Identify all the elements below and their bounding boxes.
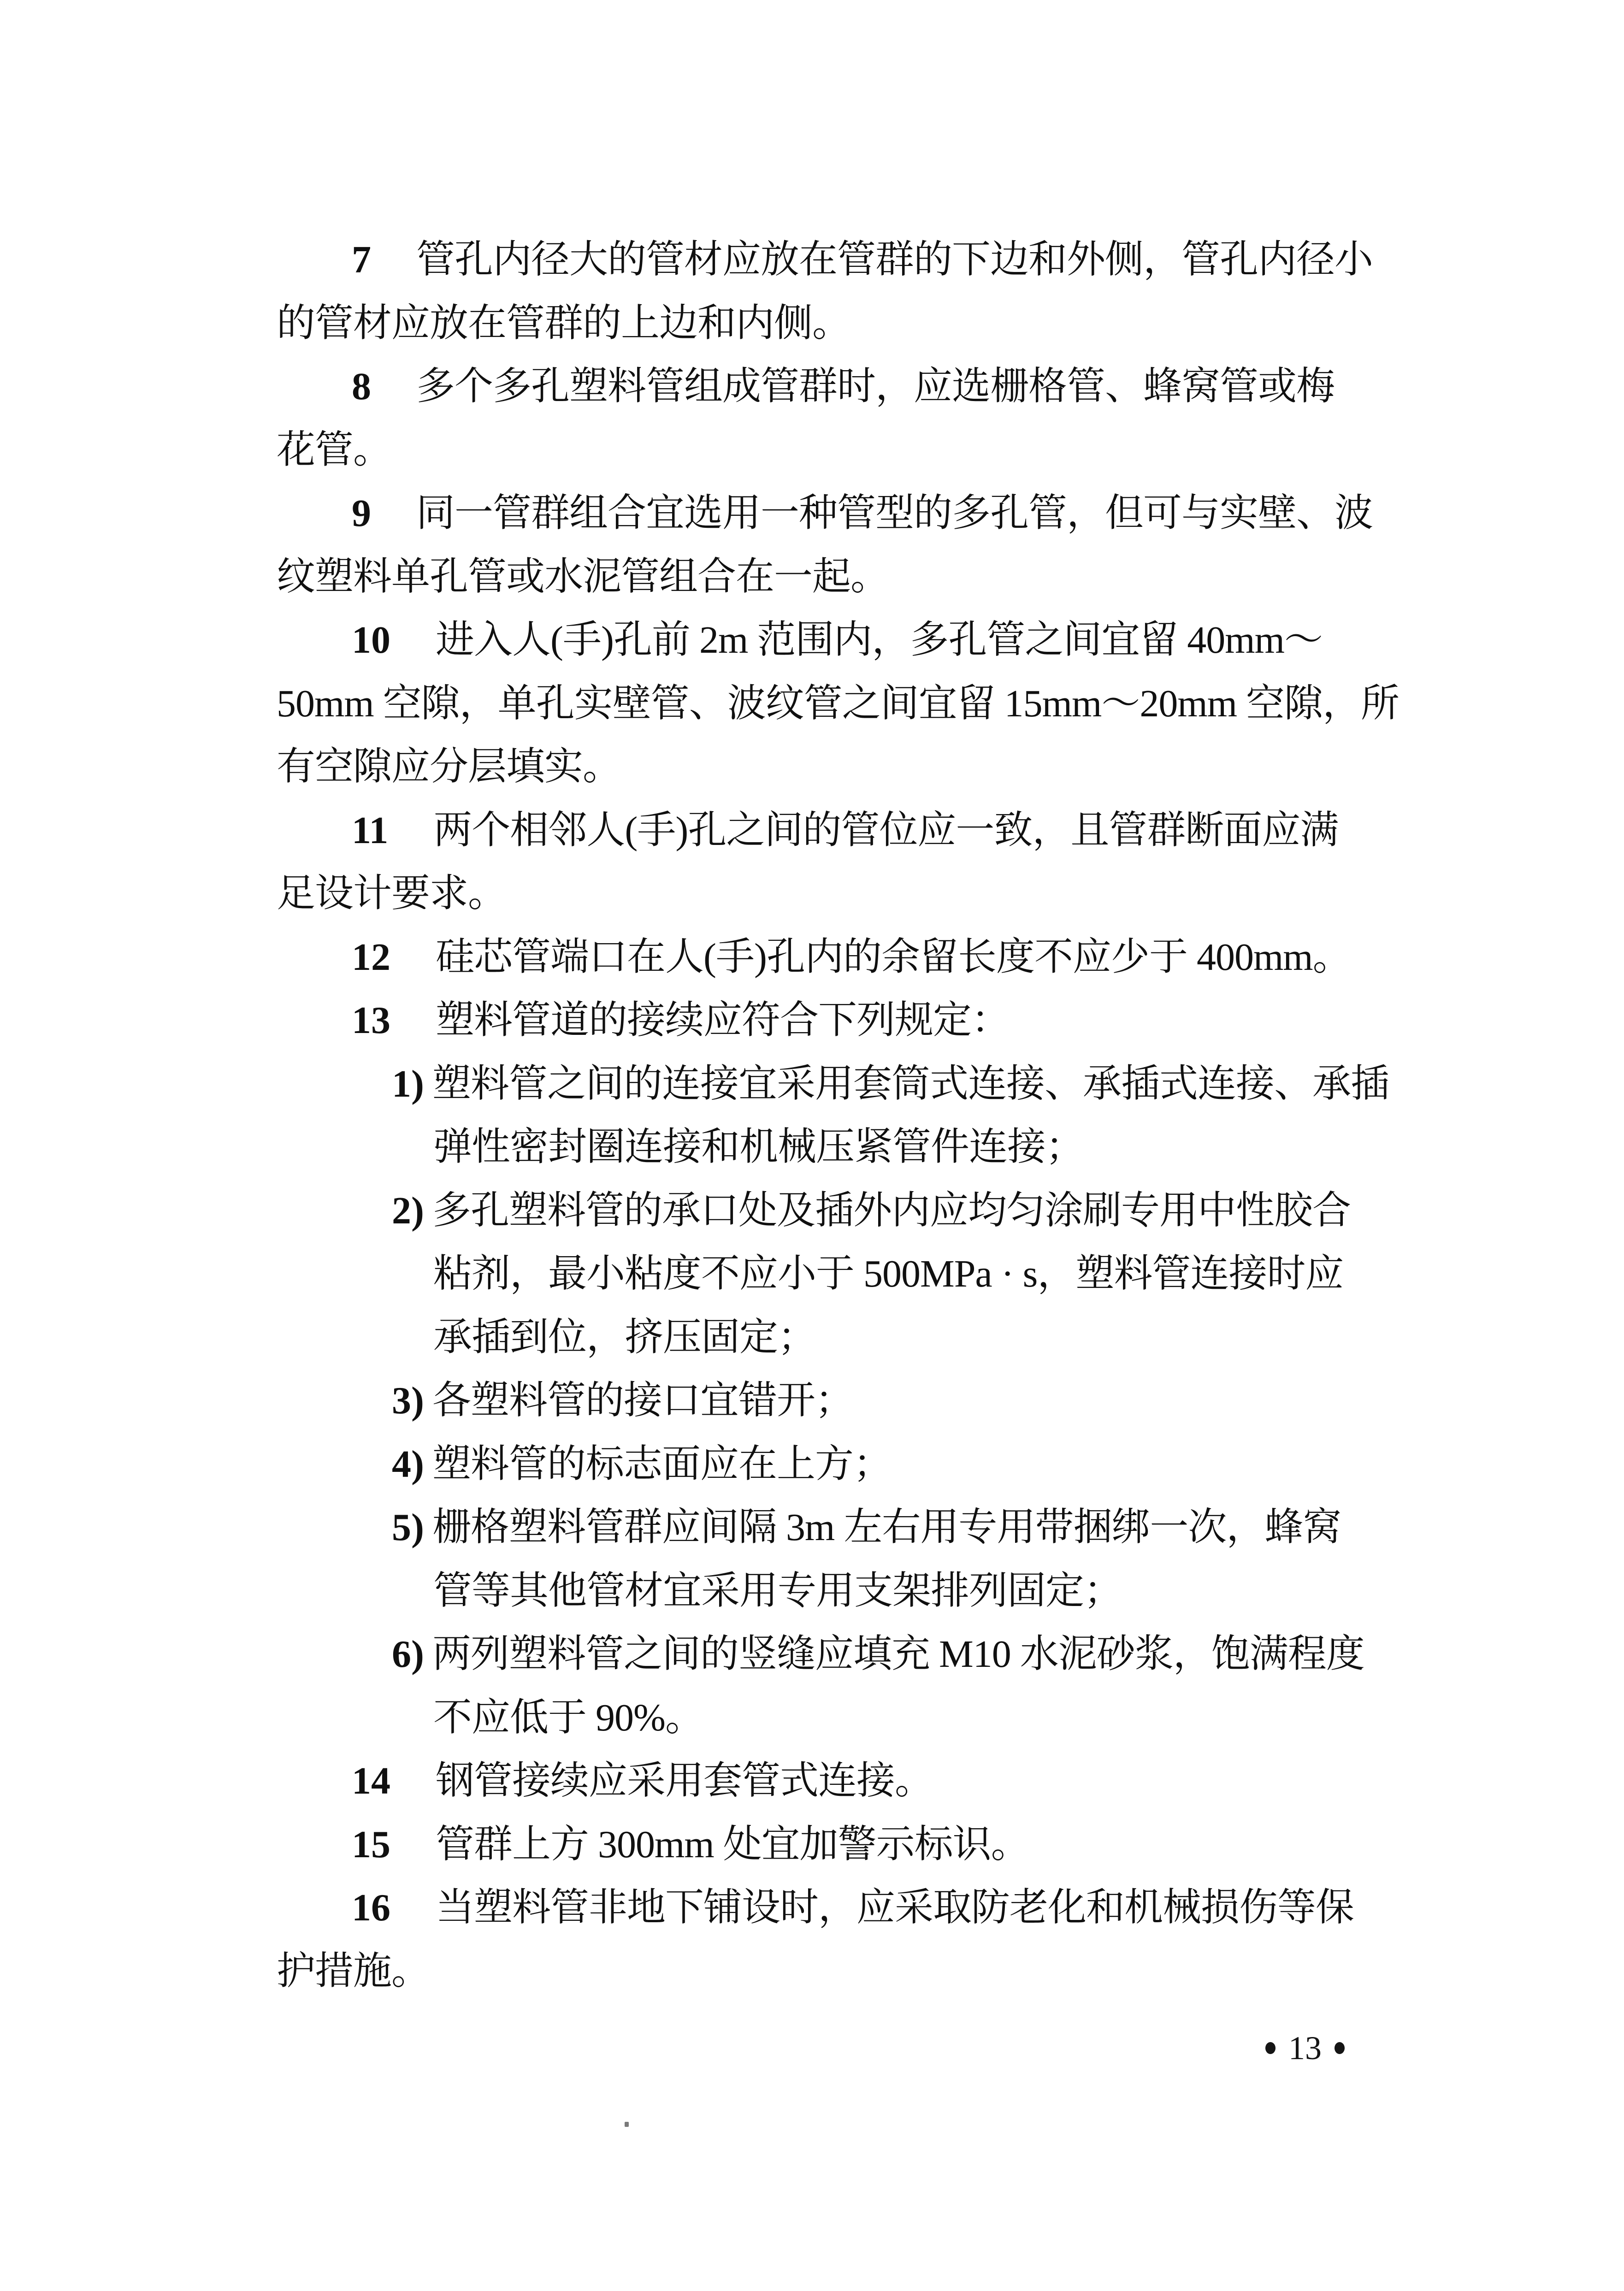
text-line [277, 862, 1457, 926]
text-line-content: 同一管群组合宜选用一种管型的多孔管，但可与实壁、波 [416, 492, 1373, 535]
page-number-right-dot-icon [1335, 2042, 1345, 2054]
subitem-number: 3) [392, 1379, 424, 1422]
item-number: 16 [352, 1886, 390, 1929]
text-line [277, 1876, 1457, 1940]
text-line [392, 1433, 1457, 1496]
text-line-content: 承插到位，挤压固定； [433, 1316, 816, 1359]
text-line-content: 进入人(手)孔前 2m 范围内，多孔管之间宜留 40mm～ [436, 619, 1323, 661]
text-line-content: 弹性密封圈连接和机械压紧管件连接； [433, 1126, 1084, 1169]
item-number: 12 [352, 935, 390, 979]
text-line [392, 1369, 1457, 1433]
item-number: 8 [352, 365, 371, 408]
item-number: 7 [352, 238, 371, 281]
text-line-content: 两列塑料管之间的竖缝应填充 M10 水泥砂浆，饱满程度 [432, 1633, 1364, 1676]
subitem-number: 2) [392, 1189, 424, 1232]
text-line [433, 1559, 1457, 1623]
item-number: 10 [352, 619, 390, 661]
text-line-content: 钢管接续应采用套管式连接。 [436, 1760, 933, 1802]
page-body [277, 228, 1457, 2003]
text-line-content: 管孔内径大的管材应放在管群的下边和外侧，管孔内径小 [416, 238, 1373, 281]
text-line-content: 50mm 空隙，单孔实壁管、波纹管之间宜留 15mm～20mm 空隙，所 [277, 682, 1400, 725]
item-number: 14 [352, 1760, 390, 1802]
text-line-content: 多孔塑料管的承口处及插外内应均匀涂刷专用中性胶合 [432, 1189, 1351, 1232]
text-line [277, 1813, 1457, 1877]
item-number: 9 [352, 492, 371, 535]
item-number: 13 [352, 999, 390, 1042]
text-line [277, 672, 1457, 736]
text-line [277, 989, 1457, 1052]
text-line [277, 1749, 1457, 1813]
scan-speck [625, 2122, 629, 2127]
text-line [277, 355, 1457, 419]
text-line-content: 栅格塑料管群应间隔 3m 左右用专用带捆绑一次，蜂窝 [432, 1506, 1341, 1549]
text-line-content: 管等其他管材宜采用专用支架排列固定； [433, 1569, 1122, 1612]
subitem-number: 5) [392, 1506, 424, 1549]
text-line-content: 有空隙应分层填实。 [277, 745, 621, 788]
text-line [277, 1940, 1457, 2003]
subitem-number: 4) [392, 1442, 424, 1486]
text-line-content: 足设计要求。 [277, 872, 507, 915]
page-number-left-dot-icon [1265, 2042, 1276, 2054]
text-line [277, 292, 1457, 355]
text-line-content: 各塑料管的接口宜错开； [432, 1379, 854, 1422]
text-line-content: 两个相邻人(手)孔之间的管位应一致，且管群断面应满 [433, 809, 1339, 852]
subitem-number: 6) [392, 1633, 424, 1676]
text-line-content: 塑料管之间的连接宜采用套筒式连接、承插式连接、承插 [432, 1062, 1389, 1105]
text-line-content: 的管材应放在管群的上边和内侧。 [277, 301, 851, 345]
text-line [277, 608, 1457, 672]
subitem-number: 1) [392, 1062, 424, 1105]
text-line-content: 当塑料管非地下铺设时，应采取防老化和机械损伤等保 [436, 1886, 1354, 1929]
text-line [277, 799, 1457, 862]
text-line [392, 1052, 1457, 1116]
text-line-content: 粘剂，最小粘度不应小于 500MPa · s，塑料管连接时应 [433, 1252, 1344, 1295]
item-number: 15 [352, 1823, 390, 1866]
text-line-content: 不应低于 90%。 [433, 1696, 703, 1739]
text-line [392, 1623, 1457, 1686]
text-line [277, 926, 1457, 989]
page-number [1265, 2027, 1345, 2069]
item-number: 11 [352, 809, 389, 852]
text-line [277, 482, 1457, 545]
text-line-content: 塑料管道的接续应符合下列规定： [436, 999, 1010, 1042]
text-line [392, 1179, 1457, 1243]
page-number-value: 13 [1288, 2030, 1322, 2067]
text-line [392, 1496, 1457, 1559]
text-line-content: 塑料管的标志面应在上方； [432, 1442, 892, 1486]
text-line [433, 1116, 1457, 1179]
text-line-content: 管群上方 300mm 处宜加警示标识。 [436, 1823, 1029, 1866]
text-line-content: 硅芯管端口在人(手)孔内的余留长度不应少于 400mm。 [436, 935, 1351, 979]
text-line-content: 多个多孔塑料管组成管群时，应选栅格管、蜂窝管或梅 [416, 365, 1335, 408]
text-line [277, 735, 1457, 799]
text-line [277, 545, 1457, 609]
text-line [433, 1306, 1457, 1370]
text-line-content: 花管。 [277, 428, 392, 472]
text-line [277, 419, 1457, 482]
text-line-content: 纹塑料单孔管或水泥管组合在一起。 [277, 555, 889, 598]
text-line [433, 1242, 1457, 1306]
text-line [277, 228, 1457, 292]
text-line-content: 护措施。 [277, 1949, 430, 1993]
text-line [433, 1686, 1457, 1750]
